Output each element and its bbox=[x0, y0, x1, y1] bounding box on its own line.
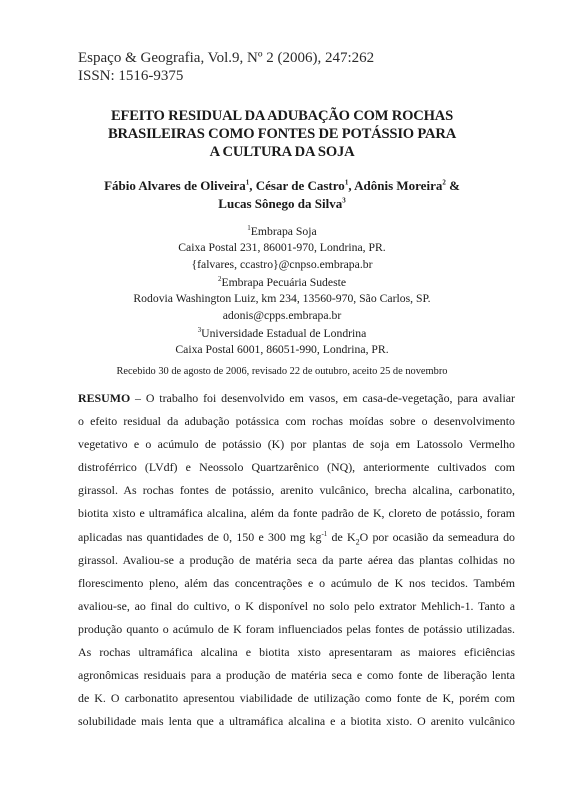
author-list bbox=[40, 177, 524, 213]
abstract-line: o efeito residual da adubação potássica com rochas moídas sobre o desenvolvimento bbox=[78, 414, 515, 429]
abstract bbox=[78, 387, 515, 733]
affiliation-2 bbox=[40, 275, 524, 324]
journal-header bbox=[78, 49, 374, 85]
abstract-line: florescimento pleno, além das concentrações e o acúmulo de K nos tecidos. Também bbox=[78, 575, 515, 590]
affiliation-1 bbox=[40, 224, 524, 273]
abstract-line: produção quanto o acúmulo de K foram influenciados pelas fontes de potássio utilizadas. bbox=[78, 621, 515, 636]
affiliation-mark: 3 bbox=[197, 326, 202, 335]
affiliation-name: Embrapa Soja bbox=[250, 225, 317, 238]
author-line-2 bbox=[40, 195, 524, 213]
title-line-3: A CULTURA DA SOJA bbox=[209, 144, 355, 160]
affiliation-3 bbox=[40, 326, 524, 359]
author-name: Adônis Moreira bbox=[354, 178, 443, 193]
abstract-line: aplicadas nas quantidades de 0, 150 e 300 mg $kg^{-1}$ de $K_2O$ por ocasião da semeadura do bbox=[78, 529, 515, 546]
abstract-line: As rochas ultramáfica alcalina e biotita xisto apresentaram as maiores eficiências bbox=[78, 645, 515, 660]
title-line-1: EFEITO RESIDUAL DA ADUBAÇÃO COM ROCHAS bbox=[110, 108, 454, 124]
journal-issn: ISSN: 1516-9375 bbox=[78, 68, 184, 84]
affiliation-mark: 2 bbox=[217, 275, 222, 284]
author-separator: , bbox=[348, 178, 355, 193]
affiliation-name: Universidade Estadual de Londrina bbox=[201, 327, 367, 340]
abstract-line: vegetativo e o acúmulo de potássio (K) por plantas de soja em Latossolo Vermelho bbox=[78, 437, 515, 452]
abstract-line: agronômicas residuais para a produção de matéria seca e como fonte de liberação lenta bbox=[78, 668, 515, 683]
affiliation-mark: 2 bbox=[442, 178, 446, 187]
superscript: -1 bbox=[321, 529, 328, 538]
author-name: Lucas Sônego da Silva bbox=[218, 196, 343, 211]
author-line-1 bbox=[40, 177, 524, 195]
affiliation-mark: 1 bbox=[247, 224, 251, 233]
affiliation-email: adonis@cpps.embrapa.br bbox=[222, 308, 342, 322]
abstract-label: RESUMO bbox=[78, 391, 131, 405]
subscript: 2 bbox=[355, 536, 360, 546]
journal-citation: Espaço & Geografia, Vol.9, Nº 2 (2006), 247:262 bbox=[78, 50, 375, 66]
author-separator: , bbox=[249, 178, 256, 193]
abstract-line: RESUMO – O trabalho foi desenvolvido em vasos, em casa-de-vegetação, para avaliar bbox=[78, 391, 515, 405]
received-dates: Recebido 30 de agosto de 2006, revisado 22 de outubro, aceito 25 de novembro bbox=[116, 366, 448, 377]
author-name: César de Castro bbox=[255, 178, 345, 193]
author-separator: & bbox=[445, 178, 460, 193]
abstract-line: distroférrico (LVdf) e Neossolo Quartzarênico (NQ), anteriormente cultivados com bbox=[78, 460, 515, 475]
abstract-line: girassol. Avaliou-se a produção de matéria seca da parte aérea das plantas colhidas no bbox=[78, 552, 515, 567]
abstract-line: avaliou-se, ao final do cultivo, o K disponível no solo pelo extrator Mehlich-1. Tanto a bbox=[78, 598, 515, 613]
abstract-line: de K. O carbonatito apresentou viabilidade de utilização como fonte de K, porém com bbox=[78, 691, 515, 706]
affiliation-email: {falvares, ccastro}@cnpso.embrapa.br bbox=[191, 257, 373, 271]
affiliation-mark: 1 bbox=[245, 178, 250, 187]
affiliation-mark: 3 bbox=[342, 196, 346, 205]
abstract-line: girassol. As rochas fontes de potássio, arenito vulcânico, brecha alcalina, carbonatito, bbox=[78, 483, 515, 498]
affiliation-address: Rodovia Washington Luiz, km 234, 13560-970, São Carlos, SP. bbox=[133, 292, 431, 306]
affiliation-mark: 1 bbox=[344, 178, 349, 187]
abstract-line: solubilidade mais lenta que a ultramáfica alcalina e a biotita xisto. O arenito vulcânico bbox=[78, 714, 515, 729]
author-name: Fábio Alvares de Oliveira bbox=[104, 178, 246, 193]
paper-title bbox=[40, 107, 524, 161]
title-line-2: BRASILEIRAS COMO FONTES DE POTÁSSIO PARA bbox=[107, 126, 457, 142]
abstract-line: biotita xisto e ultramáfica alcalina, além da fonte padrão de K, cloreto de potássio, foram bbox=[78, 506, 515, 521]
affiliation-address: Caixa Postal 231, 86001-970, Londrina, PR. bbox=[178, 241, 386, 255]
affiliation-address: Caixa Postal 6001, 86051-990, Londrina, PR. bbox=[175, 343, 389, 357]
affiliation-name: Embrapa Pecuária Sudeste bbox=[221, 276, 347, 289]
